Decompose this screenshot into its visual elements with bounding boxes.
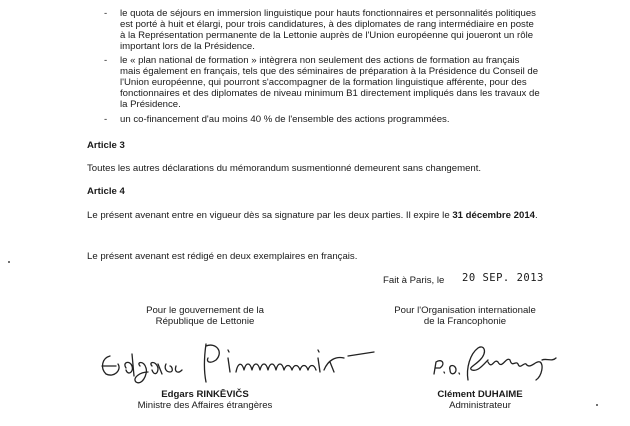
scan-speck [596, 404, 598, 406]
bullet-2-line-4: fonctionnaires et des diplomates de niveau minimum B1 directement impliqués dans les travaux de [120, 88, 540, 99]
article-4-text-main: Le présent avenant entre en vigueur dès sa signature par les deux parties. Il expire le [87, 210, 453, 221]
article-4-heading: Article 4 [87, 186, 125, 197]
date-stamp: 20 SEP. 2013 [462, 272, 544, 284]
bullet-2-line-5: la Présidence. [120, 99, 181, 110]
left-signatory-title: Ministre des Affaires étrangères [137, 400, 273, 411]
bullet-2-line-1: le « plan national de formation » intègrera non seulement des actions de formation au français [120, 55, 520, 66]
right-party-line-2: de la Francophonie [423, 316, 507, 327]
article-4-text-end: . [535, 210, 538, 221]
right-signature-icon [432, 340, 572, 390]
bullet-marker-1: - [104, 8, 108, 19]
bullet-1-line-3: à la Représentation permanente de la Lettonie auprès de l'Union européenne qui joueront un rôle [120, 30, 534, 41]
bullet-marker-2: - [104, 55, 108, 66]
right-signatory-title: Administrateur [449, 400, 511, 411]
bullet-2-line-2: mais également en français, tels que des séminaires de préparation à la Présidence du Conseil de [120, 66, 539, 77]
left-party-line-1: Pour le gouvernement de la [146, 305, 264, 316]
article-3-heading: Article 3 [87, 140, 125, 151]
bullet-1-line-1: le quota de séjours en immersion linguistique pour hauts fonctionnaires et personnalités politiques [120, 8, 536, 19]
left-signatory-name: Edgars RINKĒVIČS [161, 389, 249, 400]
bullet-marker-3: - [104, 114, 108, 125]
article-4-expiry-date: 31 décembre 2014 [452, 210, 535, 221]
scan-speck [8, 261, 10, 263]
bullet-2-line-3: l'Union européenne, qui pourront s'accompagner de la formation linguistique afférente, pour des [120, 77, 527, 88]
place-label: Fait à Paris, le [383, 275, 445, 286]
right-signatory-name: Clément DUHAIME [437, 389, 523, 400]
right-party-line-1: Pour l'Organisation internationale [394, 305, 536, 316]
closing-statement: Le présent avenant est rédigé en deux exemplaires en français. [87, 251, 358, 262]
bullet-1-line-4: important lors de la Présidence. [120, 41, 255, 52]
bullet-1-line-2: est porté à huit et élargi, pour trois candidatures, à des diplomates de rang intermédiaire en poste [120, 19, 534, 30]
article-3-text: Toutes les autres déclarations du mémorandum susmentionné demeurent sans changement. [87, 163, 482, 174]
bullet-3-line-1: un co-financement d'au moins 40 % de l'ensemble des actions programmées. [120, 114, 450, 125]
left-party-line-2: République de Lettonie [155, 316, 255, 327]
article-4-text [87, 210, 538, 221]
